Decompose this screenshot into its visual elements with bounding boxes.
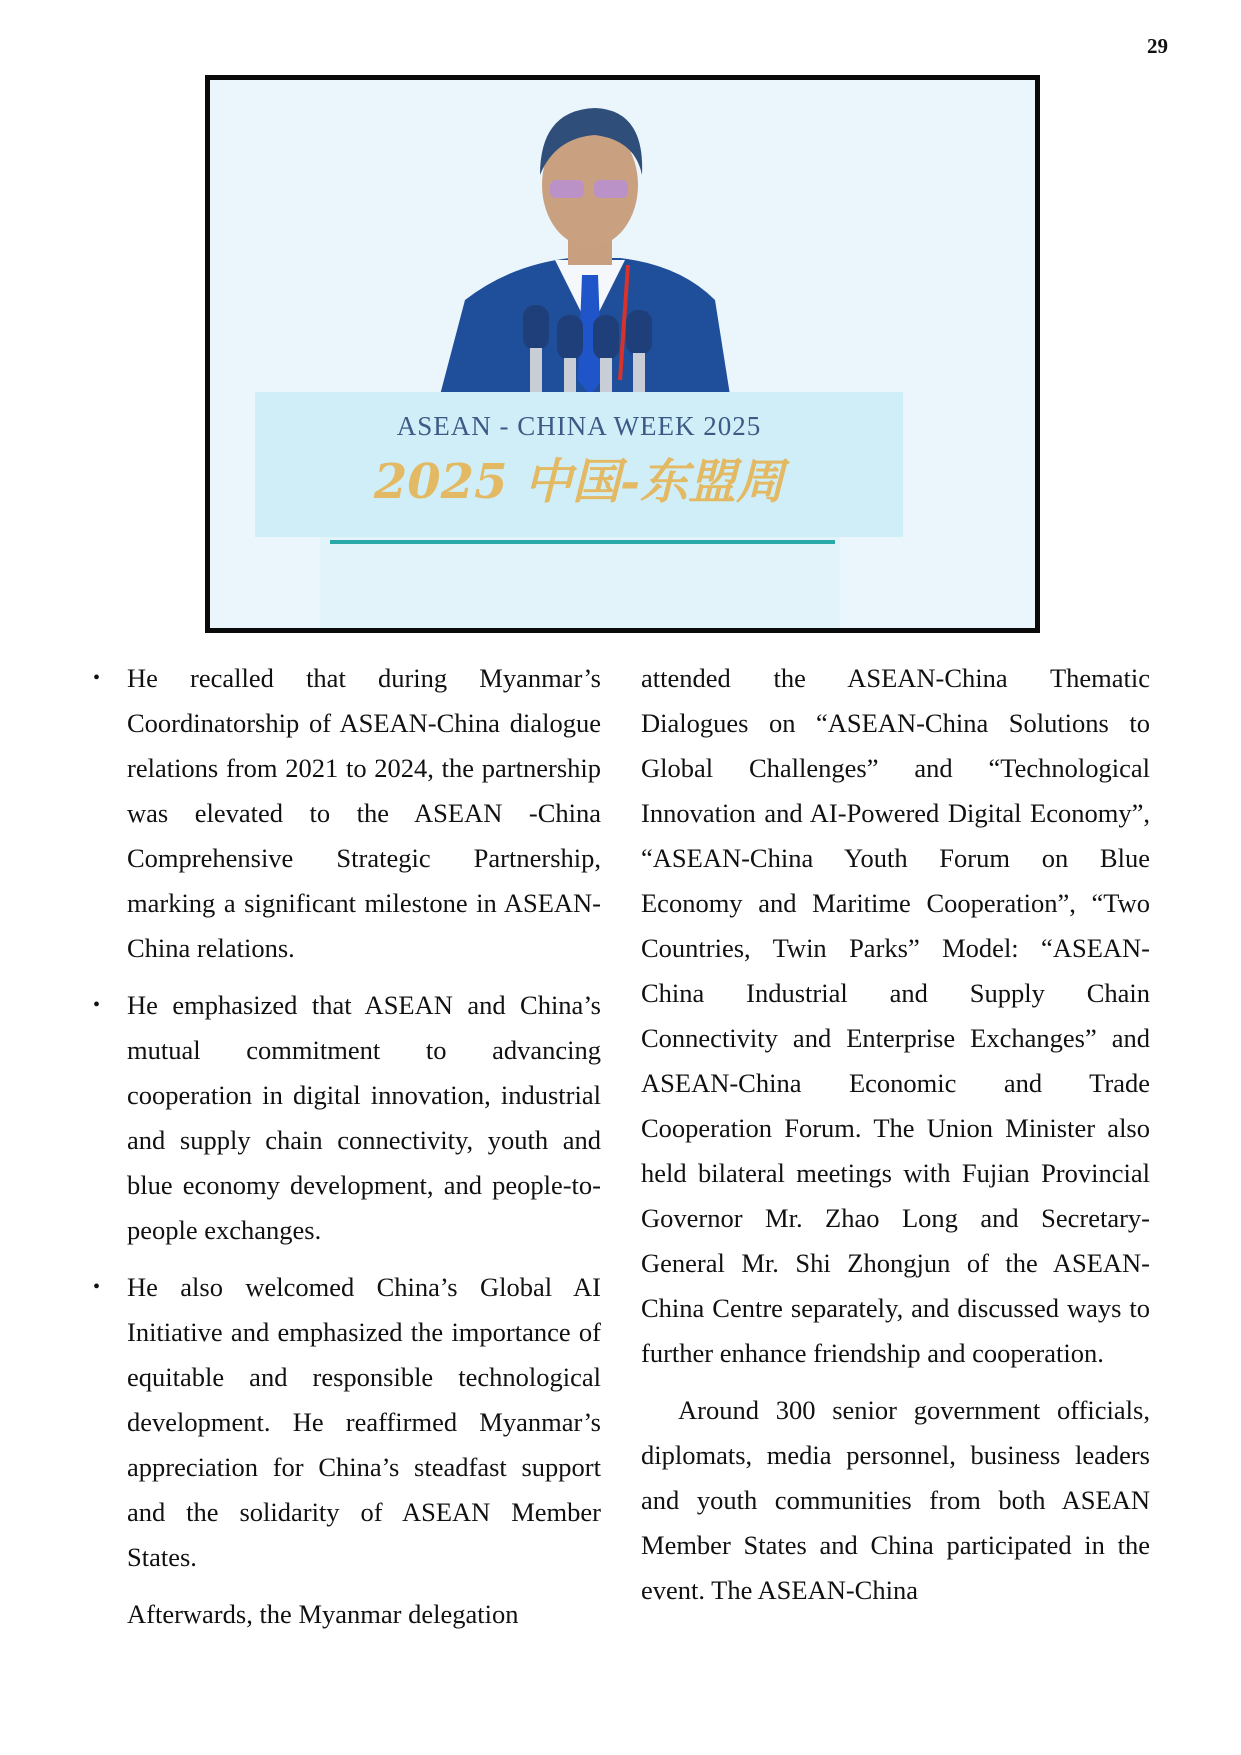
event-photo [205,75,1040,633]
paragraph: attended the ASEAN-China Thematic Dialogues on “ASEAN-China Solutions to Global Challenges” and “Technological Innovation and AI-Powered Digital Economy”, “ASEAN-China Youth Forum on Blue Economy and Maritime Cooperation”, “Two Countries, Twin Parks” Model: “ASEAN-China Industrial and Supply Chain Connectivity and Enterprise Exchanges” and ASEAN-China Economic and Trade Cooperation Forum. The Union Minister also held bilateral meetings with Fujian Provincial Governor Mr. Zhao Long and Secretary-General Mr. Shi Zhongjun of the ASEAN-China Centre separately, and discussed ways to further enhance friendship and cooperation. [641,663,1150,1368]
page-number: 29 [1147,34,1168,58]
bullet-icon: • [93,1276,101,1298]
right-column [641,656,1150,1625]
bullet-icon: • [93,667,101,689]
bullet-text: He also welcomed China’s Global AI Initiative and emphasized the importance of equitable and responsible technological development. He reaffirmed Myanmar’s appreciation for China’s steadfast support and the solidarity of ASEAN Member States. [127,1272,601,1572]
bullet-item [93,1265,601,1580]
left-column [93,656,601,1649]
bullet-item [93,983,601,1253]
bullet-text: He recalled that during Myanmar’s Coordinatorship of ASEAN-China dialogue relations from 2021 to 2024, the partnership was elevated to the ASEAN -China Comprehensive Strategic Partnership, marking a significant milestone in ASEAN-China relations. [127,663,601,963]
podium-title-en: ASEAN - CHINA WEEK 2025 [396,411,762,441]
podium-title-zh: 2025 中国-东盟周 [373,454,785,510]
bullet-item [93,656,601,971]
speaker-at-podium-image [210,80,1035,628]
bullet-icon: • [93,994,101,1016]
bullet-text: He emphasized that ASEAN and China’s mutual commitment to advancing cooperation in digital innovation, industrial and supply chain connectivity, youth and blue economy development, and people-to-people exchanges. [127,990,601,1245]
paragraph: Around 300 senior government officials, diplomats, media personnel, business leaders and youth communities from both ASEAN Member States and China participated in the event. The ASEAN-China [641,1395,1150,1605]
paragraph: Afterwards, the Myanmar delegation [127,1599,519,1629]
